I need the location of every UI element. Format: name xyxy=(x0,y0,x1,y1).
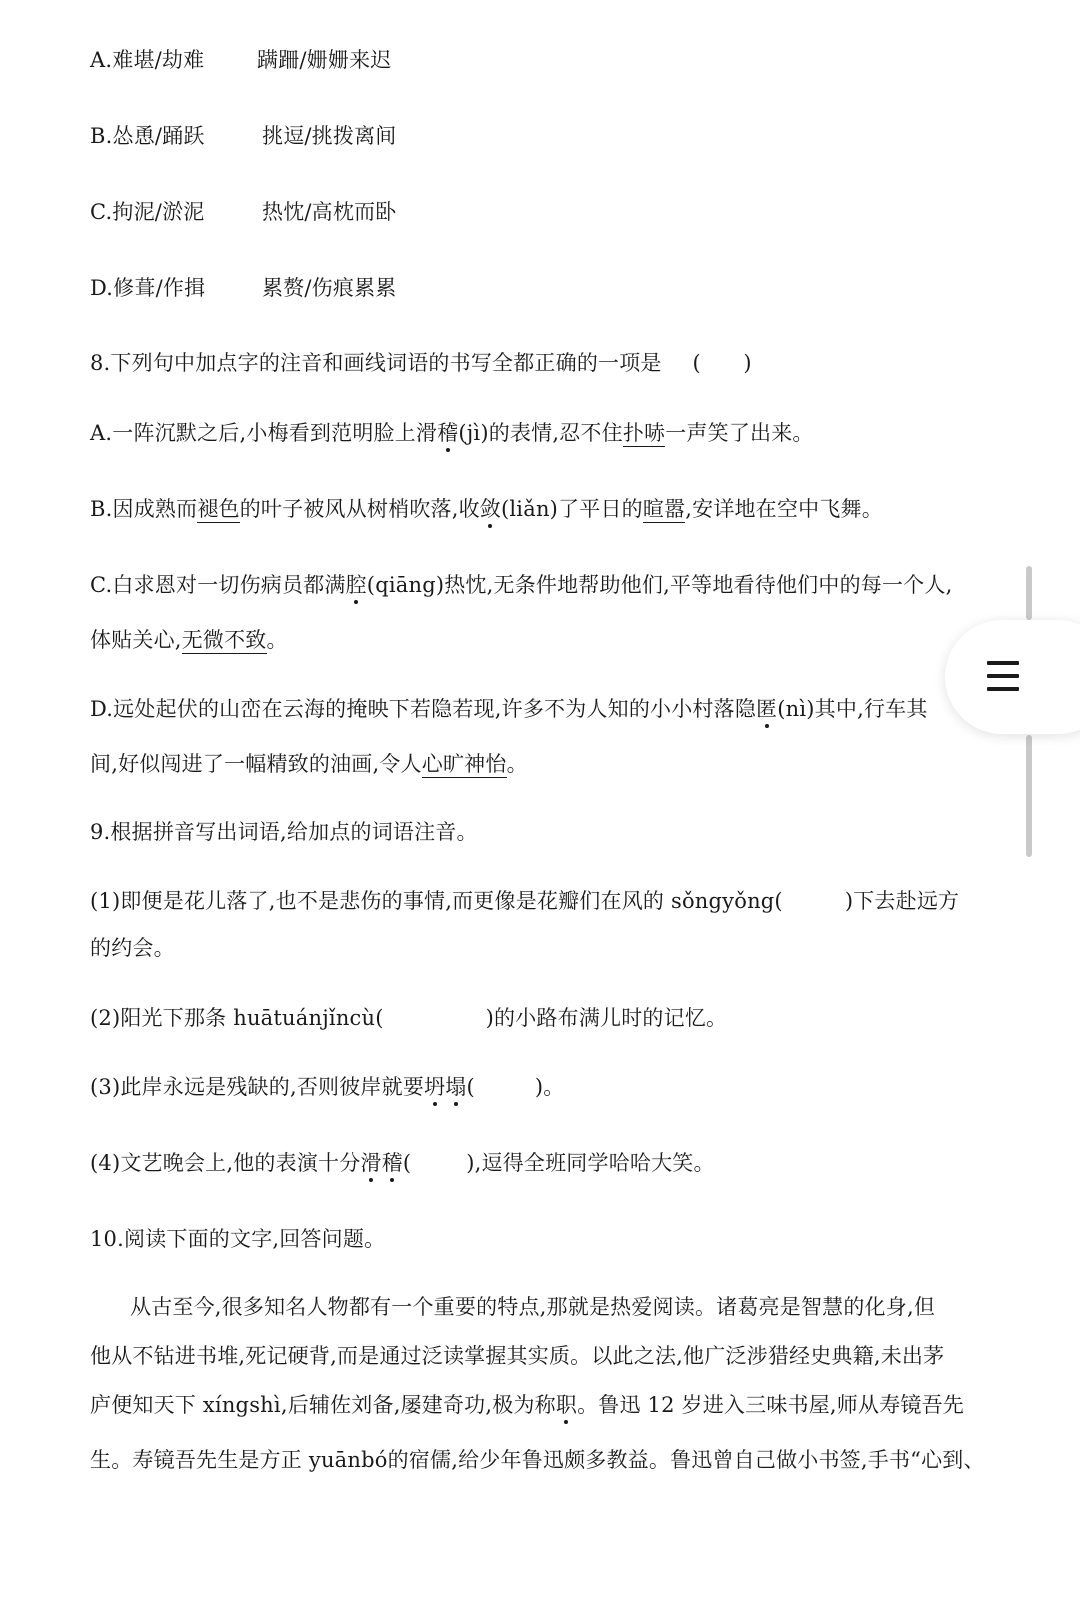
q8-option-a xyxy=(90,419,814,447)
q7-option-a-left: A.难堪/劫难 xyxy=(90,48,205,72)
floating-menu-button[interactable] xyxy=(945,620,1080,734)
q8-option-d-line1 xyxy=(90,695,928,723)
q9-1-text-3: 的约会。 xyxy=(90,936,175,960)
q10-passage-line-2 xyxy=(90,1342,944,1370)
q8-d-text-2: (nì)其中,行车其 xyxy=(777,697,928,721)
q9-4-text-3: ),逗得全班同学哈哈大笑。 xyxy=(466,1151,715,1175)
q7-option-c-left: C.拘泥/淤泥 xyxy=(90,200,205,224)
scrollbar-thumb-lower[interactable] xyxy=(1026,735,1032,857)
q10-passage-text-4: 生。寿镜吾先生是方正 yuānbó的宿儒,给少年鲁迅颇多教益。鲁迅曾自己做小书签,手书“心到、 xyxy=(90,1448,985,1472)
q9-4-dotted-char-2: 稽 xyxy=(381,1151,403,1175)
q10-passage-text-3a: 庐便知天下 xíngshì,后辅佐刘备,屡建奇功,极为称 xyxy=(90,1393,556,1417)
q8-a-text-1: A.一阵沉默之后,小梅看到范明脸上滑 xyxy=(90,421,438,445)
q8-answer-bracket: ( ) xyxy=(692,351,752,375)
q8-c-text-2: (qiāng)热忱,无条件地帮助他们,平等地看待他们中的每一个人, xyxy=(366,573,953,597)
q7-option-b xyxy=(90,122,397,150)
q7-option-c xyxy=(90,198,397,226)
q8-c-text-3: 体贴关心, xyxy=(90,628,182,652)
q9-item-2 xyxy=(90,1004,727,1032)
q9-2-text-1: (2)阳光下那条 huātuánjǐncù( xyxy=(90,1006,384,1030)
q9-item-3 xyxy=(90,1073,564,1101)
q9-4-text-2: ( xyxy=(402,1151,412,1175)
q8-b-underlined-2: 暄嚣 xyxy=(642,497,686,521)
q9-3-dotted-char-2: 塌 xyxy=(445,1075,467,1099)
q9-item-1-line1 xyxy=(90,887,959,915)
q8-stem-text: 8.下列句中加点字的注音和画线词语的书写全都正确的一项是 xyxy=(90,351,662,375)
q7-option-a-right: 蹒跚/姗姗来迟 xyxy=(257,48,392,72)
q10-stem-text: 10.阅读下面的文字,回答问题。 xyxy=(90,1227,386,1251)
q8-a-text-2: (jì)的表情,忍不住 xyxy=(458,421,623,445)
q7-option-a xyxy=(90,46,392,74)
q8-c-underlined: 无微不致 xyxy=(181,628,267,652)
q8-b-text-2: 的叶子被风从树梢吹落,收 xyxy=(239,497,480,521)
q8-d-dotted-char: 匿 xyxy=(756,697,778,721)
q8-a-underlined: 扑哧 xyxy=(622,421,666,445)
q9-4-text-1: (4)文艺晚会上,他的表演十分 xyxy=(90,1151,361,1175)
q8-b-text-1: B.因成熟而 xyxy=(90,497,198,521)
q7-option-d xyxy=(90,274,397,302)
q10-passage-line-1 xyxy=(130,1293,935,1321)
q7-option-b-left: B.怂恿/踊跃 xyxy=(90,124,205,148)
q8-d-text-1: D.远处起伏的山峦在云海的掩映下若隐若现,许多不为人知的小小村落隐 xyxy=(90,697,757,721)
q10-passage-line-4 xyxy=(90,1446,985,1474)
hamburger-menu-icon xyxy=(987,661,1019,691)
q8-b-text-4: ,安详地在空中飞舞。 xyxy=(685,497,883,521)
q10-passage-text-3b: 。鲁迅 12 岁进入三味书屋,师从寿镜吾先 xyxy=(577,1393,965,1417)
q8-c-text-1: C.白求恩对一切伤病员都满 xyxy=(90,573,346,597)
q9-3-text-3: )。 xyxy=(534,1075,565,1099)
q8-a-text-3: 一声笑了出来。 xyxy=(665,421,814,445)
q7-option-c-right: 热忱/高枕而卧 xyxy=(262,200,397,224)
q8-c-text-4: 。 xyxy=(266,628,288,652)
q9-4-dotted-char-1: 滑 xyxy=(360,1151,382,1175)
q8-d-underlined: 心旷神怡 xyxy=(421,752,507,776)
q10-stem xyxy=(90,1225,385,1253)
q8-option-b xyxy=(90,495,883,523)
q8-option-c-line2 xyxy=(90,626,288,654)
q8-option-d-line2 xyxy=(90,750,528,778)
q10-passage-text-1: 从古至今,很多知名人物都有一个重要的特点,那就是热爱阅读。诸葛亮是智慧的化身,但 xyxy=(130,1295,936,1319)
q8-d-text-3: 间,好似闯进了一幅精致的油画,令人 xyxy=(90,752,422,776)
q8-c-dotted-char: 腔 xyxy=(345,573,367,597)
q9-3-text-2: ( xyxy=(466,1075,475,1099)
scrollbar-thumb-upper[interactable] xyxy=(1026,566,1032,620)
q8-stem xyxy=(90,349,752,377)
q9-2-text-2: )的小路布满儿时的记忆。 xyxy=(485,1006,728,1030)
q10-passage-line-3 xyxy=(90,1391,964,1419)
q9-item-4 xyxy=(90,1149,715,1177)
q8-d-text-4: 。 xyxy=(506,752,528,776)
q10-passage-text-2: 他从不钻进书堆,死记硬背,而是通过泛读掌握其实质。以此之法,他广泛涉猎经史典籍,未出茅 xyxy=(90,1344,945,1368)
q9-stem-text: 9.根据拼音写出词语,给加点的词语注音。 xyxy=(90,820,478,844)
q7-option-d-left: D.修葺/作揖 xyxy=(90,276,206,300)
q9-3-dotted-char-1: 坍 xyxy=(424,1075,446,1099)
q8-b-dotted-char: 敛 xyxy=(479,497,501,521)
q7-option-d-right: 累赘/伤痕累累 xyxy=(262,276,397,300)
q9-1-text-1: (1)即便是花儿落了,也不是悲伤的事情,而更像是花瓣们在风的 sǒngyǒng( xyxy=(90,889,783,913)
q8-b-text-3: (liǎn)了平日的 xyxy=(501,497,643,521)
q8-a-dotted-char: 稽 xyxy=(437,421,459,445)
q9-stem xyxy=(90,818,478,846)
q9-1-text-2: )下去赴远方 xyxy=(844,889,960,913)
q7-option-b-right: 挑逗/挑拨离间 xyxy=(262,124,397,148)
q8-b-underlined-1: 褪色 xyxy=(197,497,240,521)
q9-item-1-line2 xyxy=(90,934,175,962)
q10-dotted-char: 职 xyxy=(555,1393,578,1417)
q9-3-text-1: (3)此岸永远是残缺的,否则彼岸就要 xyxy=(90,1075,425,1099)
q8-option-c-line1 xyxy=(90,571,952,599)
